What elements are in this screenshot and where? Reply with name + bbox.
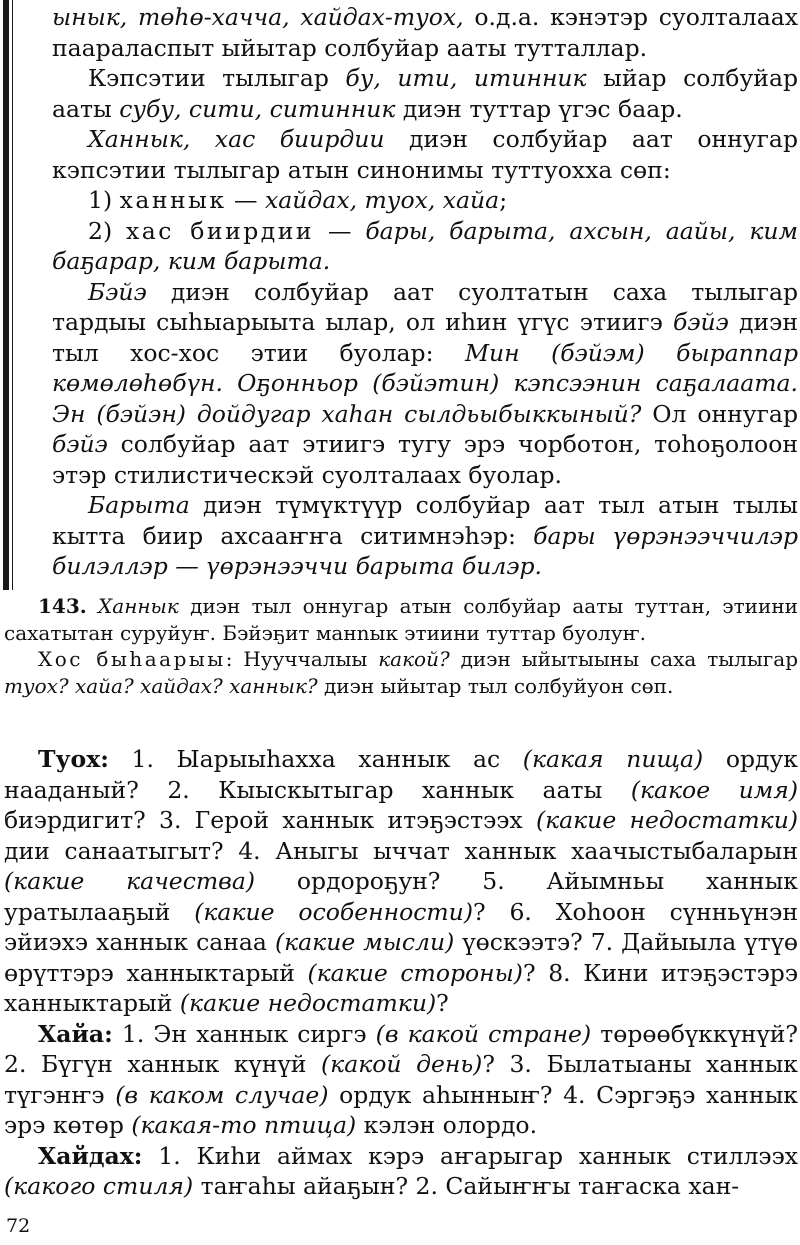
text-run: солбуйар аат этиигэ тугу эрэ чорботон, тоһоҕолоон этэр стилистическэй суолталаах буолар.: [52, 430, 798, 489]
text-run: —: [226, 186, 266, 214]
text-run: Хос быһаарыы: [38, 647, 226, 671]
paragraph: [52, 2, 798, 63]
text-run: диэн солбуйар аат оннугар кэпсэтии тылыгар атын синонимы туттуохха сөп:: [52, 125, 798, 184]
italic-run: (какие особенности): [194, 897, 473, 926]
text-run: ыйар солбуйар ааты: [52, 64, 798, 123]
italic-run: (какие недостатки): [179, 989, 437, 1017]
text-run: ? 8. Кини итэҕэстэрэ ханныктарый: [4, 958, 798, 1017]
text-run: үөскээтэ? 7. Дайыыла үтүө өрүттэрэ ханныктарый: [4, 928, 799, 987]
italic-run: (какие стороны): [307, 958, 523, 987]
text-run: хас биирдии: [125, 216, 315, 245]
text-run: диэн ыйытыыны саха тылыгар: [449, 647, 799, 671]
italic-run: бэйэ: [673, 308, 729, 336]
synonym-item: [52, 216, 798, 277]
exercise-task: [4, 593, 798, 699]
synonym-item: [52, 185, 798, 216]
text-run: диэн ыйытар тыл солбуйуон сөп.: [317, 673, 674, 698]
italic-run: бу, ити, итинник: [345, 64, 587, 92]
text-run: 2): [88, 216, 126, 245]
text-run: Кэпсэтии тылыгар: [88, 64, 346, 92]
text-run: ? 3. Былатыаны ханнык түгэнҥэ: [4, 1050, 798, 1109]
text-run: : Нууччалыы: [225, 647, 379, 671]
italic-run: бары, барыта, ахсын, аайы, ким баҕарар, ким барыта.: [52, 216, 798, 275]
italic-run: какой?: [378, 647, 450, 671]
exercise-group-tuokh: [4, 744, 798, 1019]
italic-run: (какой день): [321, 1050, 483, 1078]
margin-rule: [3, 0, 9, 590]
text-run: ? 6. Хоһоон сүнньүнэн эйиэхэ ханнык санаа: [4, 897, 798, 956]
paragraph: [52, 490, 798, 582]
italic-run: туох? хайа? хайдах? ханнык?: [4, 673, 318, 698]
text-run: диэн туттар үгэс баар.: [395, 94, 683, 123]
paragraph: [52, 124, 798, 185]
italic-run: субу, сити, ситинник: [119, 94, 396, 123]
italic-run: (какие мысли): [274, 928, 455, 956]
bold-run: Хайдах:: [38, 1141, 143, 1170]
italic-run: Ханнык, хас биирдии: [88, 125, 385, 153]
bold-run: Туох:: [38, 745, 109, 773]
paragraph: [52, 277, 798, 491]
italic-run: (какое имя): [630, 775, 798, 804]
italic-run: бары үөрэнээччилэр билэллэр — үөрэнээччи барыта билэр.: [52, 521, 798, 580]
text-run: о.д.а. кэнэтэр суолталаах паараласпыт ыйытар солбуйар ааты тутталлар.: [52, 3, 799, 62]
italic-run: (какого стиля): [4, 1172, 194, 1200]
bold-run: Хайа:: [38, 1019, 113, 1048]
italic-run: Мин (бэйэм) быраппар көмөлөһөбүн. Оҕонньор (бэйэтин) кэпсээнин саҕалаата. Эн (бэйэн) дойдугар хаһан сылдьыбыккыный?: [52, 338, 798, 428]
exercise-instruction: [4, 593, 798, 646]
text-run: —: [314, 216, 366, 245]
text-run: ;: [499, 186, 508, 214]
italic-run: ынык, төһө-хачча, хайдах-туох,: [52, 3, 464, 31]
italic-run: Барыта: [88, 491, 190, 519]
text-run: кэлэн олордо.: [356, 1111, 538, 1139]
text-run: ордук нааданый? 2. Кыыскытыгар ханнык ааты: [4, 745, 798, 804]
italic-run: Ханнык: [98, 594, 179, 618]
italic-run: бэйэ: [52, 430, 108, 458]
text-run: 1. Киһи аймах кэрэ аҥарыгар ханнык стиллээх: [142, 1141, 798, 1170]
theory-section: [52, 2, 798, 582]
text-run: диэн тыл хос-хос этии буолар:: [52, 308, 798, 367]
text-run: ханнык: [119, 186, 227, 214]
text-run: ордороҕун? 5. Айымньы ханнык уратылааҕый: [4, 867, 798, 926]
text-run: ордук аһынныҥ? 4. Сэргэҕэ ханнык эрэ көтөр: [4, 1080, 798, 1139]
italic-run: (в каком случае): [115, 1080, 329, 1109]
text-run: төрөөбүккүнүй? 2. Бүгүн ханнык күнүй: [4, 1019, 798, 1078]
italic-run: (какая пища): [522, 745, 704, 773]
paragraph: [52, 63, 798, 124]
text-run: диэн солбуйар аат суолтатын саха тылыгар тардыы сыһыарыыта ылар, ол иһин үгүс этиигэ: [52, 277, 798, 336]
italic-run: хайдах, туох, хайа: [265, 186, 500, 214]
text-run: диэн тыл оннугар атын солбуйар ааты туттан, этиини сахатытан суруйуҥ. Бэйэҕит манnык этиини туттар буолуҥ.: [4, 594, 798, 645]
bold-run: 143.: [38, 594, 87, 618]
exercise-group-khaia: [4, 1019, 798, 1141]
italic-run: (в какой стране): [375, 1019, 592, 1048]
italic-run: Бэйэ: [88, 277, 147, 306]
exercise-note: [4, 646, 798, 699]
exercise-group-khaidakh: [4, 1141, 798, 1202]
text-run: биэрдигит? 3. Герой ханнык итэҕэстээх: [4, 806, 536, 834]
italic-run: (какие недостатки): [535, 806, 798, 834]
italic-run: (какая-то птица): [131, 1111, 357, 1139]
text-run: Ол оннугар: [641, 399, 798, 428]
text-run: 1. Ыарыыһахха ханнык ас: [108, 745, 523, 773]
text-run: [87, 594, 98, 618]
text-run: 1. Эн ханнык сиргэ: [112, 1019, 376, 1048]
italic-run: (какие качества): [4, 867, 256, 895]
page-number: 72: [6, 1215, 31, 1237]
text-run: 1): [88, 186, 120, 214]
text-run: дии санаатыгыт? 4. Аныгы ыччат ханнык хаачыстыбаларын: [4, 836, 798, 865]
text-run: диэн түмүктүүр солбуйар аат тыл атын тылы кытта биир ахсааҥҥа ситимнэһэр:: [52, 491, 798, 550]
exercise-sentences: [4, 744, 798, 1202]
text-run: ?: [436, 989, 449, 1017]
text-run: таҥаһы айаҕын? 2. Сайыҥҥы таҥаска хан-: [193, 1172, 740, 1200]
